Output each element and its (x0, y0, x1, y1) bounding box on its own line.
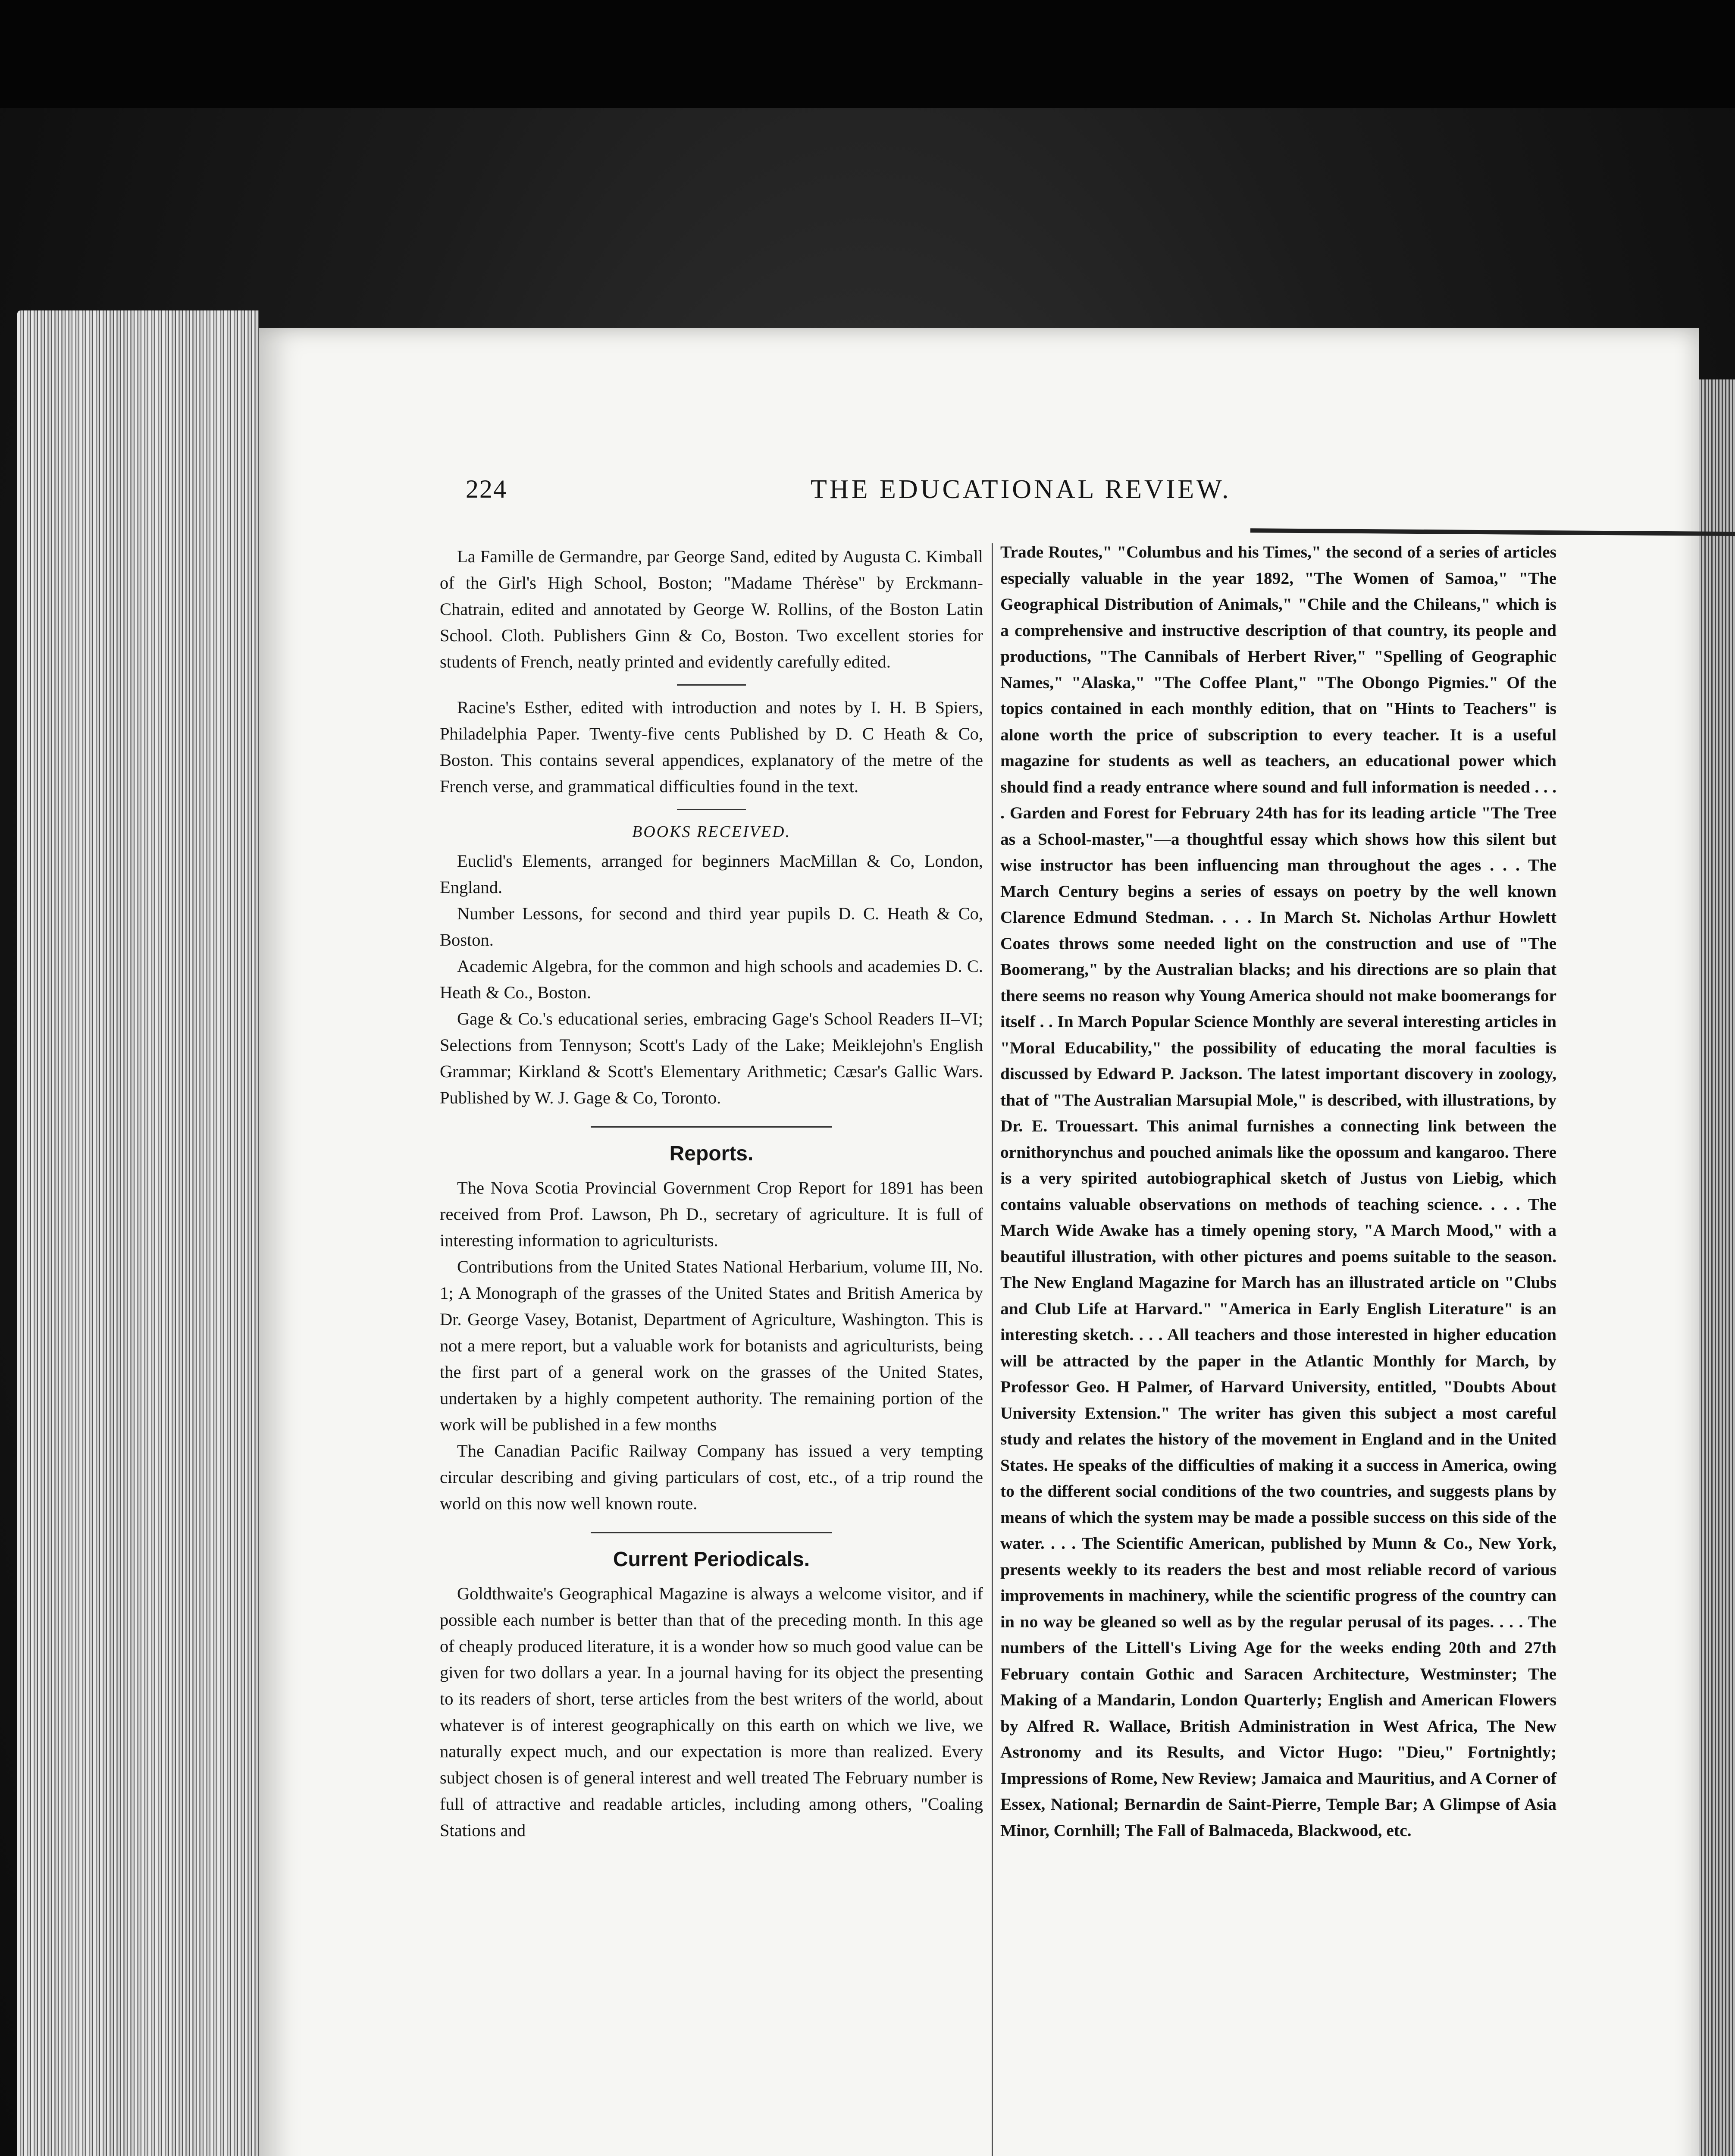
review-racine-esther: Racine's Esther, edited with introduction and notes by I. H. B Spiers, Philadelphia Paper. Twenty-five cents Published by D. C Heath & Co, Boston. This contains several appendices, explanatory of the metre of the French verse, and grammatical difficulties found in the text. (440, 698, 983, 796)
page-header (466, 474, 1561, 517)
report-entry: The Canadian Pacific Railway Company has issued a very tempting circular describing and giving particulars of cost, etc., of a trip round the world on this now well known route. (440, 1441, 983, 1513)
header-rule (1250, 528, 1735, 536)
book-entry: Gage & Co.'s educational series, embracing Gage's School Readers II–VI; Selections from Tennyson; Scott's Lady of the Lake; Meiklejohn's English Grammar; Kirkland & Scott's Elementary Arithmetic; Cæsar's Gallic Wars. Published by W. J. Gage & Co, Toronto. (440, 1009, 983, 1107)
books-received-heading: BOOKS RECEIVED. (632, 823, 791, 841)
report-entry: Contributions from the United States National Herbarium, volume III, No. 1; A Monograph of the grasses of the United States and British America by Dr. George Vasey, Botanist, Department of Agriculture, Washington. This is not a mere report, but a valuable work for botanists and agriculturists, being the first part of a general work on the grasses of the United States, undertaken by a highly competent authority. The remaining portion of the work will be published in a few months (440, 1257, 983, 1434)
column-rule (992, 543, 993, 2156)
report-entry: The Nova Scotia Provincial Government Crop Report for 1891 has been received from Prof. Lawson, Ph D., secretary of agriculture. It is full of interesting information to agriculturists. (440, 1178, 983, 1250)
book-page-edges-left (17, 310, 259, 2156)
divider (677, 809, 746, 810)
right-column (1000, 539, 1556, 1843)
left-column (440, 543, 983, 1843)
divider (591, 1126, 832, 1128)
current-periodicals-heading: Current Periodicals. (613, 1548, 810, 1571)
book-page (259, 328, 1699, 2156)
running-head: THE EDUCATIONAL REVIEW. (811, 475, 1231, 504)
reports-heading: Reports. (669, 1142, 754, 1165)
page-number: 224 (466, 475, 507, 503)
divider (591, 1532, 832, 1533)
book-entry: Academic Algebra, for the common and high schools and academies D. C. Heath & Co., Boston. (440, 956, 983, 1002)
book-entry: Euclid's Elements, arranged for beginners MacMillan & Co, London, England. (440, 851, 983, 897)
review-la-famille: La Famille de Germandre, par George Sand, edited by Augusta C. Kimball of the Girl's High School, Boston; "Madame Thérèse" by Erckmann-Chatrain, edited and annotated by George W. Rollins, of the Boston Latin School. Cloth. Publishers Ginn & Co, Boston. Two excellent stories for students of French, neatly printed and evidently carefully edited. (440, 547, 983, 671)
scan-top-band (0, 0, 1735, 108)
divider (677, 684, 746, 686)
periodicals-continued: Trade Routes," "Columbus and his Times," the second of a series of articles especially valuable in the year 1892, "The Women of Samoa," "The Geographical Distribution of Animals," "Chile and the Chileans," which is a comprehensive and instructive description of that country, its people and productions, "The Cannibals of Herbert River," "Spelling of Geographic Names," "Alaska," "The Coffee Plant," "The Obongo Pigmies." Of the topics contained in each monthly edition, that on "Hints to Teachers" is alone worth the price of subscription to every teacher. It is a useful magazine for students as well as teachers, an educational power which should find a ready entrance where sound and full information is needed . . . . Garden and Forest for February 24th has for its leading article "The Tree as a School-master,"—a thoughtful essay which shows how this silent but wise instructor has been influencing man throughout the ages . . . The March Century begins a series of essays on poetry by the well known Clarence Edmund Stedman. . . . In March St. Nicholas Arthur Howlett Coates throws some needed light on the construction and use of "The Boomerang," by the Australian blacks; and his directions are so plain that there seems no reason why Young America should not make boomerangs for itself . . In March Popular Science Monthly are several interesting articles in "Moral Educability," the possibility of educating the moral faculties is discussed by Edward P. Jackson. The latest important discovery in zoology, that of "The Australian Marsupial Mole," is described, with illustrations, by Dr. E. Trouessart. This animal furnishes a connecting link between the ornithorynchus and pouched animals like the opossum and kangaroo. There is a very spirited autobiographical sketch of Justus von Liebig, which contains valuable observations on methods of teaching science. . . . The March Wide Awake has a timely opening story, "A March Mood," with a beautiful illustration, with other pictures and poems suitable to the season. The New England Magazine for March has an illustrated article on "Clubs and Club Life at Harvard." "America in Early English Literature" is an interesting sketch. . . . All teachers and those interested in higher education will be attracted by the paper in the Atlantic Monthly for March, by Professor Geo. H Palmer, of Harvard University, entitled, "Doubts About University Extension." The writer has given this subject a most careful study and relates the history of the movement in England and in the United States. He speaks of the difficulties of making it a success in America, owing to the different social conditions of the two countries, and suggests plans by means of which the system may be made a possible success on this side of the water. . . . The Scientific American, published by Munn & Co., New York, presents weekly to its readers the best and most reliable record of various improvements in machinery, while the scientific progress of the country can in no way be gleaned so well as by the regular perusal of its pages. . . . The numbers of the Littell's Living Age for the weeks ending 20th and 27th February contain Gothic and Saracen Architecture, Westminster; The Making of a Mandarin, London Quarterly; English and American Flowers by Alfred R. Wallace, British Administration in West Africa, The New Astronomy and its Results, and Victor Hugo: "Dieu," Fortnightly; Impressions of Rome, New Review; Jamaica and Mauritius, and A Corner of Essex, National; Bernardin de Saint-Pierre, Temple Bar; A Glimpse of Asia Minor, Cornhill; The Fall of Balmaceda, Blackwood, etc. (1000, 542, 1556, 1840)
book-page-edges-right (1699, 379, 1735, 2156)
periodicals-paragraph: Goldthwaite's Geographical Magazine is always a welcome visitor, and if possible each number is better than that of the preceding month. In this age of cheaply produced literature, it is a wonder how so much good value can be given for two dollars a year. In a journal having for its object the presenting to its readers of short, terse articles from the best writers of the world, about whatever is of interest geographically on this earth on which we live, we naturally expect much, and our expectation is more than realized. Every subject chosen is of general interest and well treated The February number is full of attractive and readable articles, including among others, "Coaling Stations and (440, 1584, 983, 1840)
book-entry: Number Lessons, for second and third year pupils D. C. Heath & Co, Boston. (440, 904, 983, 950)
